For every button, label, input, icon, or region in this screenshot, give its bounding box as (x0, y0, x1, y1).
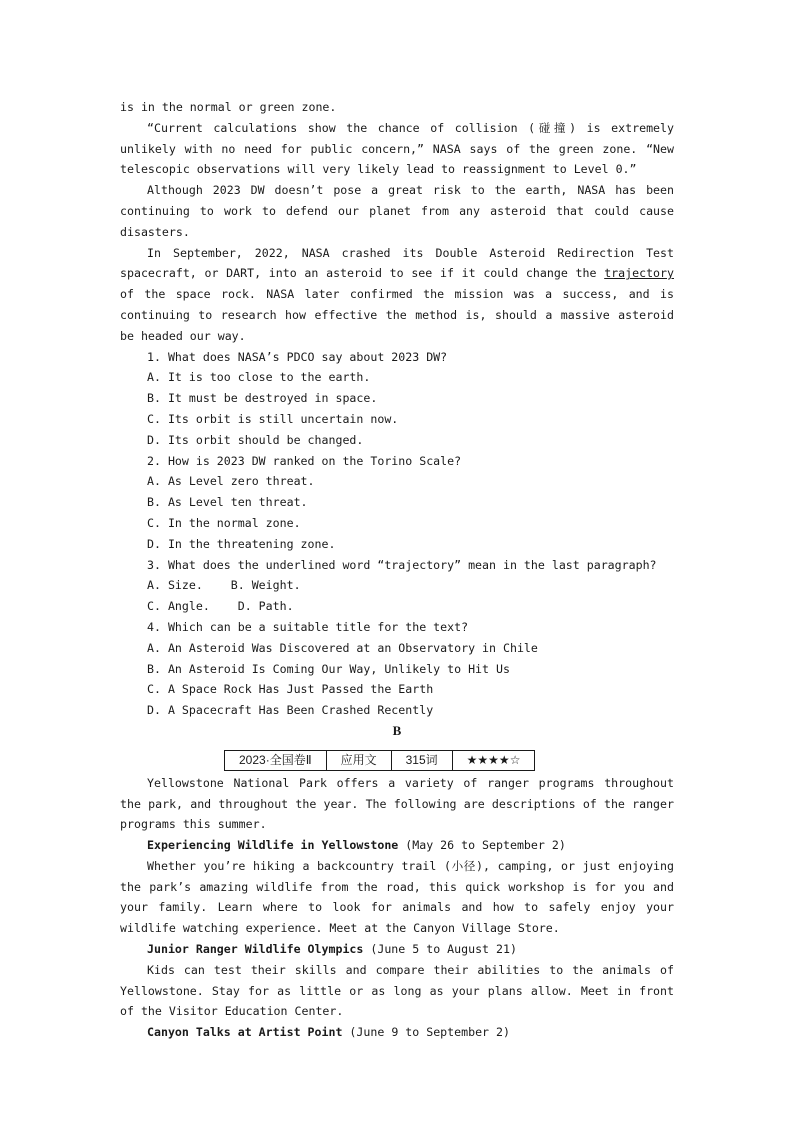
document-page (120, 97, 674, 1043)
program-heading (120, 835, 674, 856)
difficulty-stars: ★★★★☆ (452, 750, 535, 770)
program-dates: (May 26 to September 2) (398, 838, 566, 853)
paragraph-text: of the space rock. NASA later confirmed the mission was a success, and is continuing to research how effective the method is, should a massive asteroid be headed our way. (120, 287, 674, 343)
answer-options-row: A. Size. B. Weight. (147, 578, 301, 593)
passage-info-table (224, 750, 535, 771)
program-description: Kids can test their skills and compare their abilities to the animals of Yellowstone. Stay for as little or as long as your plans allow. Meet in front of the Visitor Education Center. (120, 962, 674, 1019)
answer-option: A. An Asteroid Was Discovered at an Observatory in Chile (147, 640, 538, 655)
answer-option: A. As Level zero threat. (147, 474, 315, 489)
section-label: B (392, 722, 402, 738)
program-dates: (June 9 to September 2) (342, 1025, 510, 1040)
question-stem: 4. Which can be a suitable title for the text? (147, 619, 469, 634)
program-title: Junior Ranger Wildlife Olympics (147, 942, 364, 957)
answer-option: D. Its orbit should be changed. (147, 432, 364, 447)
passage-a-paragraph: Although 2023 DW doesn’t pose a great risk to the earth, NASA has been continuing to work to defend our planet from any asteroid that could cause disasters. (120, 183, 674, 239)
underlined-word: trajectory (604, 266, 674, 281)
passage-b-intro: Yellowstone National Park offers a variety of ranger programs throughout the park, and throughout the year. The following are descriptions of the ranger programs this summer. (120, 775, 674, 832)
source-cell: 2023·全国卷Ⅱ (225, 750, 327, 770)
program-heading (120, 939, 674, 960)
passage-a-paragraph: “Current calculations show the chance of collision (碰撞) is extremely unlikely with no need for public concern,” NASA says of the green zone. “New telescopic observations will very likely lead to reassignment to Level 0.” (120, 120, 674, 177)
answer-option: B. An Asteroid Is Coming Our Way, Unlikely to Hit Us (147, 661, 510, 676)
answer-option: D. In the threatening zone. (147, 536, 336, 551)
program-description: Whether you’re hiking a backcountry trail (小径), camping, or just enjoying the park’s amazing wildlife from the road, this quick workshop is for you and your family. Learn where to look for animals and how to safely enjoy your wildlife watching experience. Meet at the Canyon Village Store. (120, 858, 674, 936)
answer-option: A. It is too close to the earth. (147, 370, 371, 385)
question-stem: 1. What does NASA’s PDCO say about 2023 DW? (147, 349, 448, 364)
program-dates: (June 5 to August 21) (363, 942, 517, 957)
answer-option: C. A Space Rock Has Just Passed the Earth (147, 682, 434, 697)
program-heading (120, 1022, 674, 1043)
program-title: Experiencing Wildlife in Yellowstone (147, 838, 399, 853)
passage-a-paragraph: is in the normal or green zone. (120, 100, 337, 114)
answer-option: C. In the normal zone. (147, 515, 301, 530)
answer-options-row: C. Angle. D. Path. (147, 599, 294, 614)
passage-a-paragraph (120, 243, 674, 347)
answer-option: D. A Spacecraft Has Been Crashed Recently (147, 703, 434, 718)
question-stem: 3. What does the underlined word “trajectory” mean in the last paragraph? (147, 557, 657, 572)
answer-option: B. As Level ten threat. (147, 495, 308, 510)
program-title: Canyon Talks at Artist Point (147, 1025, 343, 1040)
question-stem: 2. How is 2023 DW ranked on the Torino Scale? (147, 453, 462, 468)
paragraph-text: In September, 2022, NASA crashed its Double Asteroid Redirection Test spacecraft, or DART, into an asteroid to see if it could change the (120, 245, 674, 281)
answer-option: C. Its orbit is still uncertain now. (147, 411, 399, 426)
word-count-cell: 315词 (391, 750, 452, 770)
genre-cell: 应用文 (326, 750, 391, 770)
answer-option: B. It must be destroyed in space. (147, 391, 378, 406)
